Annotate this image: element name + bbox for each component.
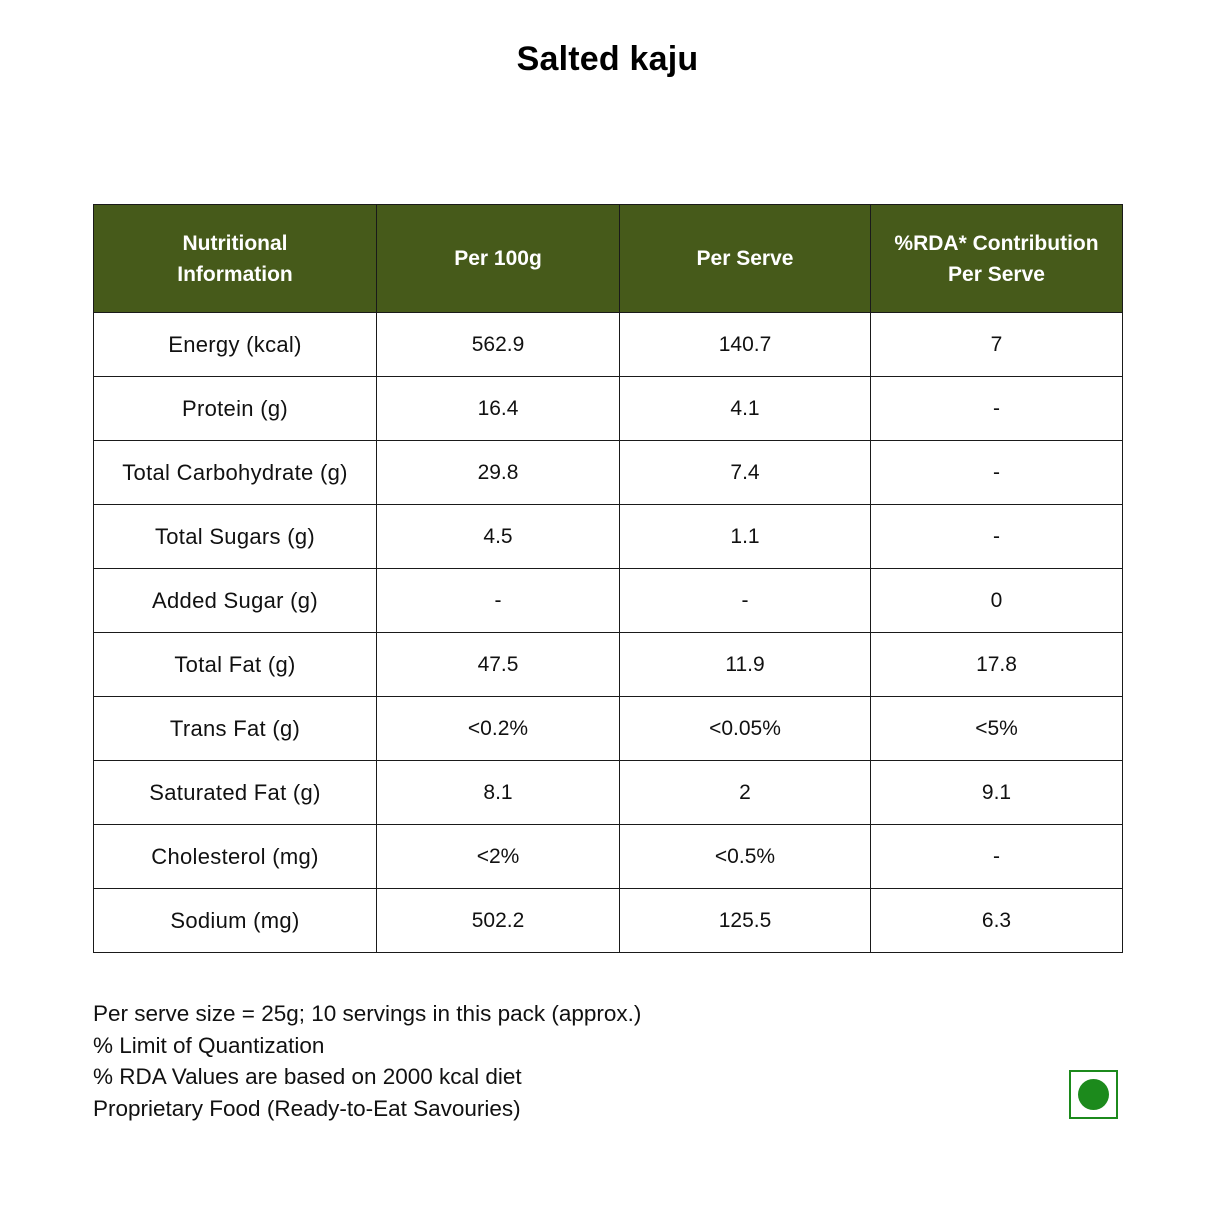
rda-value: <5% [871,697,1123,761]
rda-value: 9.1 [871,761,1123,825]
rda-value: - [871,825,1123,889]
table-row [94,633,1123,697]
header-nutritional-information: Nutritional Information [94,205,377,313]
row-label: Total Carbohydrate (g) [94,441,377,505]
per-serve-value: 125.5 [620,889,871,953]
row-label: Total Fat (g) [94,633,377,697]
note-limit-quantization: % Limit of Quantization [93,1032,325,1058]
per-serve-value: 1.1 [620,505,871,569]
row-label: Protein (g) [94,377,377,441]
table-row [94,505,1123,569]
per-serve-value: 11.9 [620,633,871,697]
rda-value: - [871,505,1123,569]
per-serve-value: 7.4 [620,441,871,505]
footnotes [93,998,641,1124]
rda-value: - [871,377,1123,441]
rda-value: 7 [871,313,1123,377]
table-row [94,825,1123,889]
table-row [94,441,1123,505]
rda-value: - [871,441,1123,505]
table-header-row [94,205,1123,313]
row-label: Total Sugars (g) [94,505,377,569]
rda-value: 6.3 [871,889,1123,953]
rda-value: 17.8 [871,633,1123,697]
row-label: Cholesterol (mg) [94,825,377,889]
per-100g-value: - [377,569,620,633]
row-label: Energy (kcal) [94,313,377,377]
row-label: Added Sugar (g) [94,569,377,633]
per-serve-value: - [620,569,871,633]
per-serve-value: <0.05% [620,697,871,761]
nutrition-table [93,204,1123,953]
header-per-100g: Per 100g [377,205,620,313]
table-row [94,313,1123,377]
per-100g-value: 4.5 [377,505,620,569]
table-row [94,697,1123,761]
per-100g-value: 16.4 [377,377,620,441]
per-serve-value: <0.5% [620,825,871,889]
row-label: Saturated Fat (g) [94,761,377,825]
table-row [94,569,1123,633]
page-title: Salted kaju [516,40,699,78]
per-100g-value: 47.5 [377,633,620,697]
row-label: Trans Fat (g) [94,697,377,761]
per-serve-value: 2 [620,761,871,825]
vegetarian-mark-icon [1069,1070,1118,1119]
vegetarian-dot [1078,1079,1109,1110]
rda-value: 0 [871,569,1123,633]
per-serve-value: 4.1 [620,377,871,441]
note-serve-size: Per serve size = 25g; 10 servings in this pack (approx.) [93,1001,642,1026]
per-100g-value: 562.9 [377,313,620,377]
per-100g-value: 29.8 [377,441,620,505]
per-100g-value: 502.2 [377,889,620,953]
per-100g-value: 8.1 [377,761,620,825]
note-rda-basis: % RDA Values are based on 2000 kcal diet [93,1064,522,1089]
per-serve-value: 140.7 [620,313,871,377]
per-100g-value: <0.2% [377,697,620,761]
table-row [94,377,1123,441]
row-label: Sodium (mg) [94,889,377,953]
table-row [94,761,1123,825]
note-food-category: Proprietary Food (Ready-to-Eat Savouries) [93,1095,521,1121]
per-100g-value: <2% [377,825,620,889]
header-per-serve: Per Serve [620,205,871,313]
header-rda-contribution: %RDA* Contribution Per Serve [871,205,1123,313]
table-row [94,889,1123,953]
